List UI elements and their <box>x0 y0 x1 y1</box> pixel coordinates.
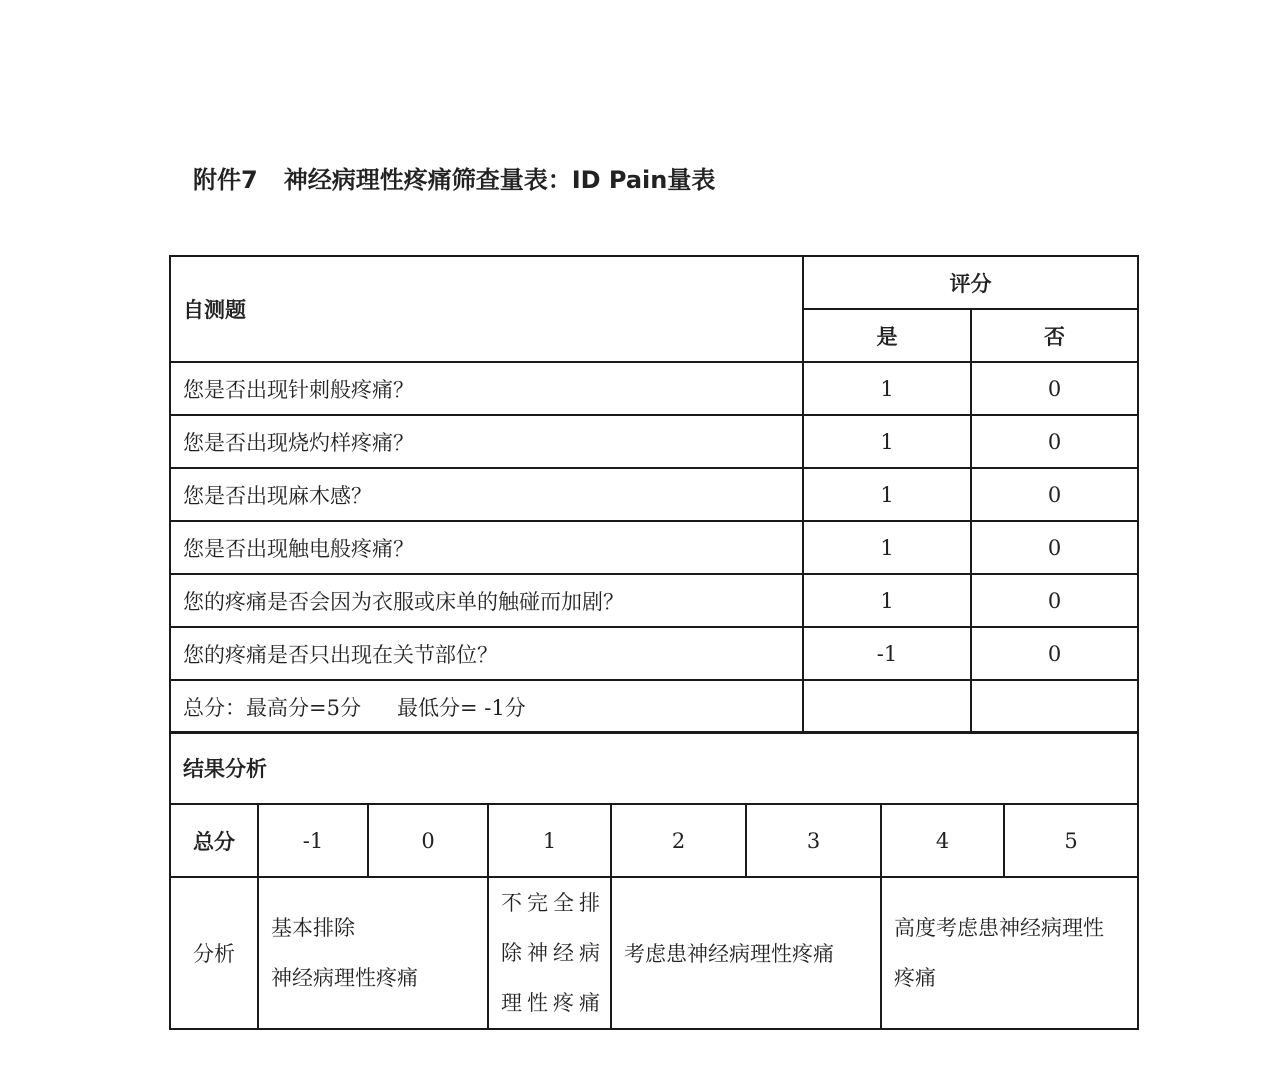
analysis-consider: 考虑患神经病理性疼痛 <box>611 877 881 1029</box>
question-2: 您是否出现烧灼样疼痛？ <box>170 415 803 468</box>
result-analysis-header: 结果分析 <box>170 732 1138 804</box>
analysis-uncertain-line: 理性疼痛 <box>501 991 605 1015</box>
analysis-uncertain <box>488 877 611 1029</box>
no-score-5: 0 <box>971 574 1138 627</box>
score-value: 1 <box>488 804 611 877</box>
no-score-4: 0 <box>971 521 1138 574</box>
question-6: 您的疼痛是否只出现在关节部位？ <box>170 627 803 680</box>
analysis-high-line: 疼痛 <box>894 966 936 990</box>
table-row <box>170 362 1138 415</box>
analysis-high <box>881 877 1138 1029</box>
yes-score-1: 1 <box>803 362 971 415</box>
result-table <box>169 731 1139 1030</box>
table-row <box>170 627 1138 680</box>
analysis-row <box>170 877 1138 1029</box>
total-yes-empty <box>803 680 971 733</box>
score-value: 4 <box>881 804 1004 877</box>
yes-score-4: 1 <box>803 521 971 574</box>
table-row <box>170 415 1138 468</box>
analysis-uncertain-line: 不完全排 <box>501 891 605 915</box>
table-row <box>170 574 1138 627</box>
analysis-exclude-line: 基本排除 <box>271 916 355 940</box>
total-min-label: 最低分= -1分 <box>396 695 526 720</box>
yes-score-2: 1 <box>803 415 971 468</box>
no-score-6: 0 <box>971 627 1138 680</box>
no-score-2: 0 <box>971 415 1138 468</box>
page-title <box>193 160 715 195</box>
no-score-3: 0 <box>971 468 1138 521</box>
question-4: 您是否出现触电般疼痛？ <box>170 521 803 574</box>
score-value: 2 <box>611 804 746 877</box>
table-row <box>170 468 1138 521</box>
question-5: 您的疼痛是否会因为衣服或床单的触碰而加剧？ <box>170 574 803 627</box>
analysis-label: 分析 <box>170 877 258 1029</box>
analysis-exclude-line: 神经病理性疼痛 <box>271 966 418 990</box>
yes-score-5: 1 <box>803 574 971 627</box>
score-value: 3 <box>746 804 881 877</box>
total-scores-row <box>170 804 1138 877</box>
score-value: 5 <box>1004 804 1138 877</box>
question-1: 您是否出现针刺般疼痛？ <box>170 362 803 415</box>
score-value: -1 <box>258 804 368 877</box>
total-range-cell <box>170 680 803 733</box>
table-row <box>170 521 1138 574</box>
yes-score-3: 1 <box>803 468 971 521</box>
analysis-uncertain-line: 除神经病 <box>501 941 605 965</box>
self-test-header: 自测题 <box>170 256 803 362</box>
question-3: 您是否出现麻木感？ <box>170 468 803 521</box>
title-text: 神经病理性疼痛筛查量表：ID Pain量表 <box>283 166 716 194</box>
yes-score-6: -1 <box>803 627 971 680</box>
no-score-1: 0 <box>971 362 1138 415</box>
analysis-high-line: 高度考虑患神经病理性 <box>894 916 1104 940</box>
score-header: 评分 <box>803 256 1138 309</box>
no-header: 否 <box>971 309 1138 362</box>
total-score-label: 总分 <box>170 804 258 877</box>
title-prefix: 附件7 <box>193 166 258 194</box>
score-table <box>169 255 1139 734</box>
total-no-empty <box>971 680 1138 733</box>
yes-header: 是 <box>803 309 971 362</box>
total-max-label: 总分：最高分=5分 <box>183 695 361 720</box>
analysis-exclude <box>258 877 488 1029</box>
score-value: 0 <box>368 804 488 877</box>
total-row <box>170 680 1138 733</box>
